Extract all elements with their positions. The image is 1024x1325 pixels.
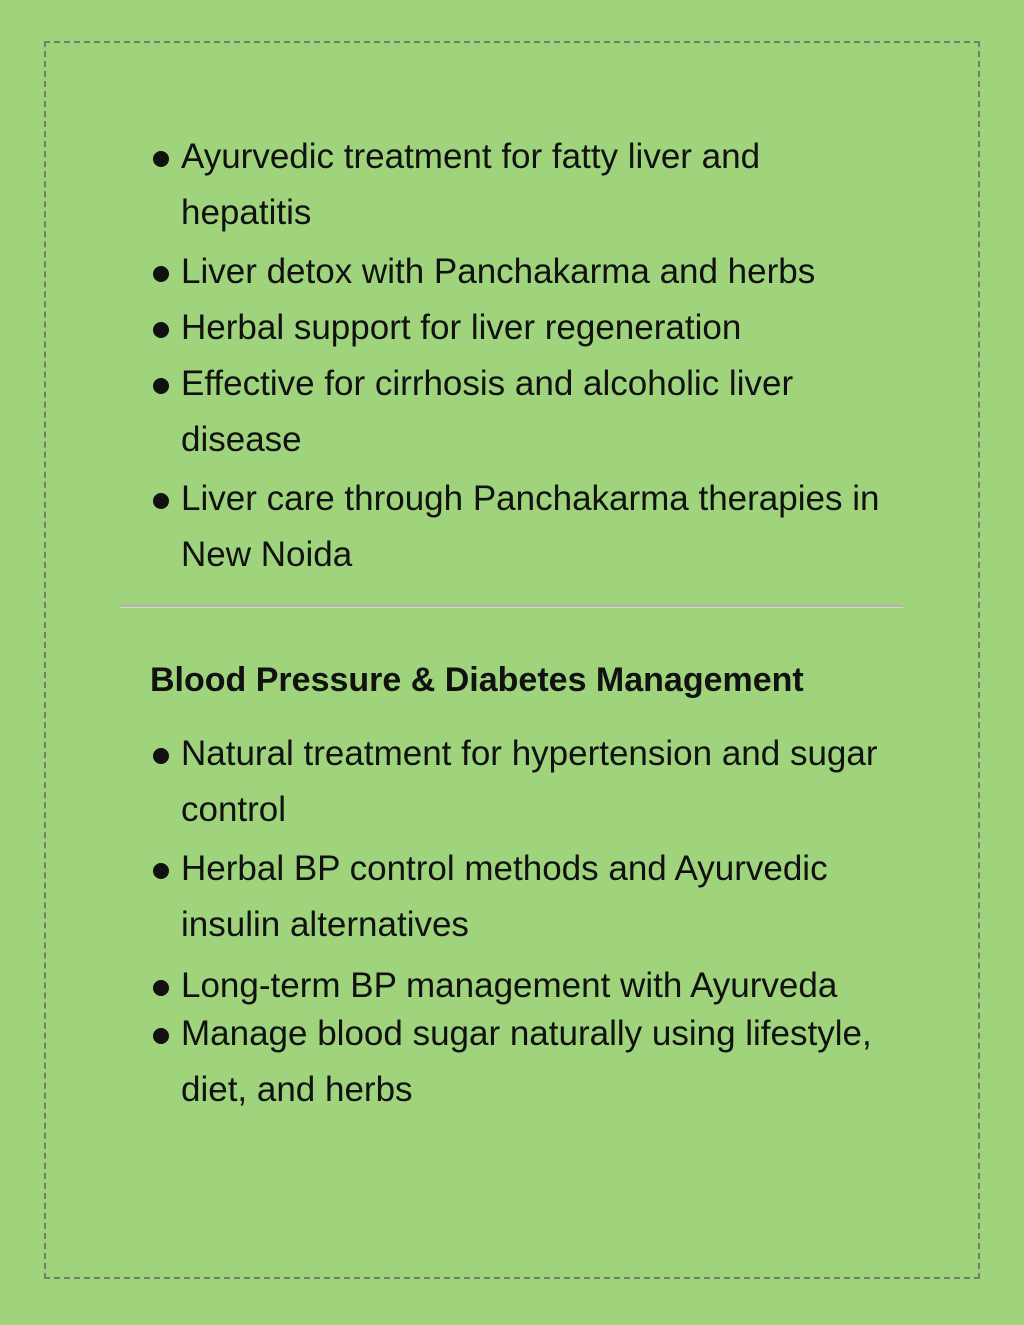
list-item-text: Ayurvedic treatment for fatty liver and hepatitis — [181, 137, 761, 232]
list-item — [150, 300, 890, 356]
list-item — [150, 356, 890, 468]
list-item-text: Herbal BP control methods and Ayurvedic insulin alternatives — [181, 849, 828, 944]
list-item — [150, 841, 890, 953]
bullet-icon — [153, 151, 169, 167]
bullet-icon — [153, 863, 169, 879]
list-item — [150, 726, 890, 838]
list-item — [150, 471, 890, 583]
list-item-text: Herbal support for liver regeneration — [181, 308, 742, 347]
list-item-text: Manage blood sugar naturally using lifestyle, diet, and herbs — [181, 1014, 872, 1109]
bullet-icon — [153, 266, 169, 282]
list-item — [150, 244, 890, 300]
list-item-text: Effective for cirrhosis and alcoholic liver disease — [181, 364, 794, 459]
list-item — [150, 1006, 890, 1118]
bullet-icon — [153, 748, 169, 764]
bullet-icon — [153, 493, 169, 509]
liver-treatment-list — [150, 129, 890, 583]
bullet-icon — [153, 1028, 169, 1044]
list-item-text: Long-term BP management with Ayurveda — [181, 966, 838, 1005]
bullet-icon — [153, 378, 169, 394]
list-item-text: Liver care through Panchakarma therapies in New Noida — [181, 479, 880, 574]
section-divider — [120, 605, 903, 608]
bullet-icon — [153, 322, 169, 338]
list-item — [150, 129, 890, 241]
section-heading: Blood Pressure & Diabetes Management — [150, 661, 804, 699]
bp-diabetes-list — [150, 726, 890, 1118]
list-item-text: Liver detox with Panchakarma and herbs — [181, 252, 816, 291]
bullet-icon — [153, 980, 169, 996]
list-item-text: Natural treatment for hypertension and sugar control — [181, 734, 878, 829]
